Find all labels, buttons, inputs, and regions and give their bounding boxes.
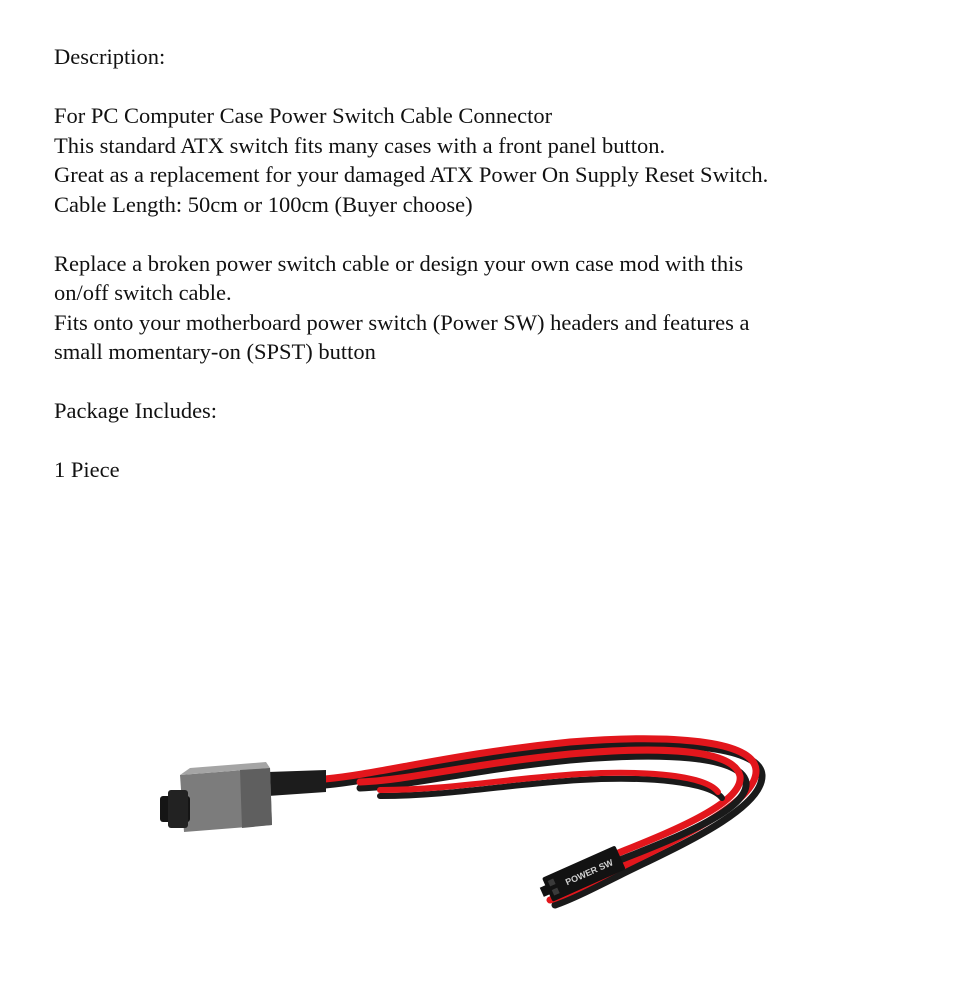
description-line: on/off switch cable. [54, 280, 232, 305]
description-line: small momentary-on (SPST) button [54, 339, 376, 364]
spacer [54, 219, 914, 249]
description-line: Fits onto your motherboard power switch (Power SW) headers and features a [54, 309, 750, 335]
description-line: For PC Computer Case Power Switch Cable Connector [54, 103, 553, 128]
description-line: Replace a broken power switch cable or design your own case mod with this [54, 250, 744, 276]
heat-shrink [268, 770, 326, 796]
spacer [54, 72, 914, 102]
description-line: This standard ATX switch fits many cases with a front panel button. [54, 132, 666, 158]
connector-label: POWER SW [563, 857, 615, 888]
description-heading: Description: [54, 44, 166, 69]
package-heading: Package Includes: [54, 398, 218, 423]
package-item: 1 Piece [54, 457, 120, 482]
description-line: Cable Length: 50cm or 100cm (Buyer choose) [54, 191, 473, 217]
description-line: Great as a replacement for your damaged ATX Power On Supply Reset Switch. [54, 162, 769, 187]
power-switch-cable-image [150, 700, 790, 960]
switch-button [160, 762, 272, 832]
spacer [54, 426, 914, 456]
spacer [54, 367, 914, 397]
product-description [54, 42, 914, 485]
